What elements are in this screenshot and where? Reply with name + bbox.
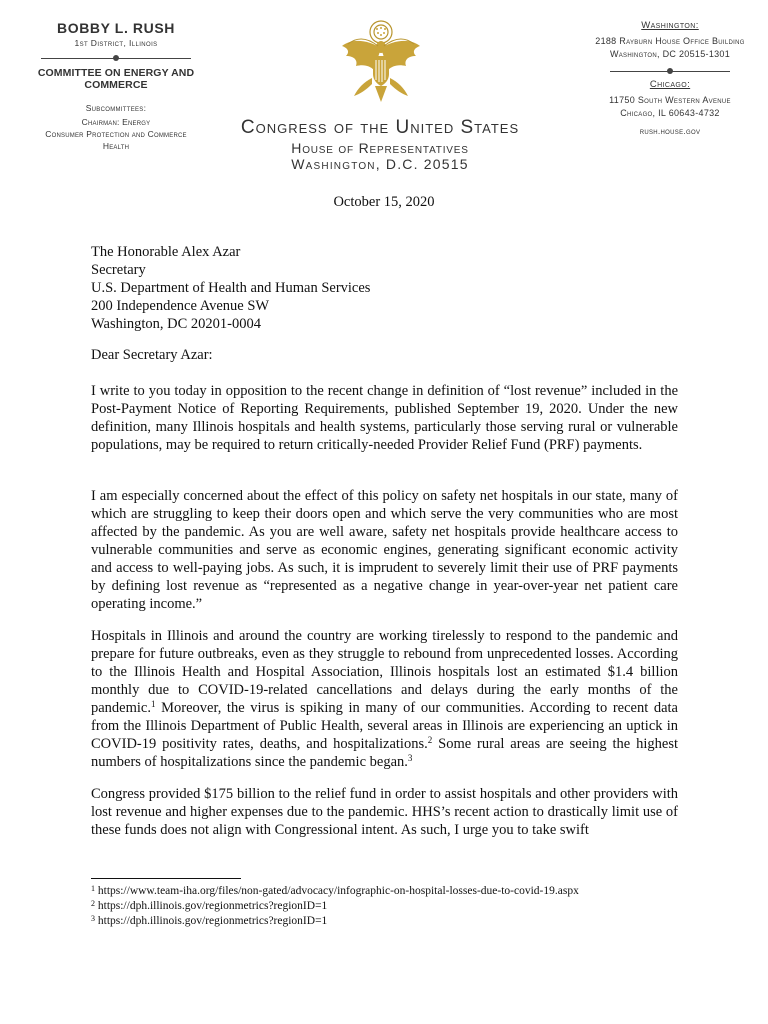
footnote-number: 1 bbox=[91, 884, 95, 893]
committee-name: COMMITTEE ON ENERGY AND COMMERCE bbox=[37, 67, 195, 91]
recipient-line: The Honorable Alex Azar bbox=[91, 244, 241, 260]
chicago-office-line: Chicago, IL 60643-4732 bbox=[620, 108, 720, 118]
website: rush.house.gov bbox=[639, 126, 701, 136]
office-addresses bbox=[572, 20, 768, 136]
salutation: Dear Secretary Azar: bbox=[91, 347, 213, 363]
body-paragraph bbox=[91, 627, 678, 771]
footnote-number: 3 bbox=[91, 914, 95, 923]
great-seal-eagle-icon bbox=[338, 18, 424, 110]
footnote-item[interactable] bbox=[91, 884, 579, 899]
rule-ornament-icon bbox=[41, 52, 191, 64]
member-district: 1st District, Illinois bbox=[74, 38, 158, 48]
subcommittee-item: Consumer Protection and Commerce bbox=[45, 129, 187, 139]
footnotes bbox=[91, 884, 579, 929]
chicago-office-line: 11750 South Western Avenue bbox=[609, 95, 731, 105]
recipient-line: 200 Independence Avenue SW bbox=[91, 298, 270, 314]
paragraph-text: Hospitals in Illinois and around the country are working tirelessly to respond to the pandemic and prepare for future outbreaks, even as they struggle to rebound from unprecedented losses. According to the Illinois Health and Hospital Association, Illinois hospitals lost an estimated $1.4 billion monthly due to COVID-19-related cancellations and delays during the early months of the pandemic. bbox=[91, 628, 678, 716]
footnote-mark[interactable]: 1 bbox=[151, 699, 156, 709]
congress-title-block bbox=[200, 117, 560, 172]
footnote-url[interactable]: https://dph.illinois.gov/regionmetrics?regionID=1 bbox=[95, 900, 328, 912]
recipient-line: Secretary bbox=[91, 262, 146, 278]
paragraph-text: Some rural areas are seeing the highest numbers of hospitalizations since the pandemic began. bbox=[91, 736, 678, 770]
rule-ornament-icon bbox=[610, 65, 730, 77]
subcommittee-item: Chairman: Energy bbox=[81, 117, 151, 127]
dc-office-title: Washington: bbox=[641, 20, 699, 31]
dc-office-line: Washington, DC 20515-1301 bbox=[609, 49, 731, 59]
footnote-url[interactable]: https://dph.illinois.gov/regionmetrics?regionID=1 bbox=[95, 915, 328, 927]
house-title: House of Representatives bbox=[291, 140, 469, 156]
subcommittees-title: Subcommittees: bbox=[85, 103, 147, 113]
body-paragraph: I am especially concerned about the effect of this policy on safety net hospitals in our state, many of which are struggling to keep their doors open and which serve the very communities who are most affected by the pandemic. As you are well aware, safety net hospitals provide healthcare access to vulnerable communities and serve as economic engines, generating significant economic activity and access to well-paying jobs. As such, it is imprudent to severely limit their use of PRF payments by defining lost revenue as “represented as a negative change in year-over-year net patient care operating income.” bbox=[91, 488, 678, 612]
footnote-mark[interactable]: 3 bbox=[407, 753, 413, 763]
footnote-number: 2 bbox=[91, 899, 95, 908]
recipient-line: U.S. Department of Health and Human Services bbox=[91, 280, 371, 296]
footnote-mark[interactable]: 2 bbox=[427, 735, 433, 745]
footnote-url[interactable]: https://www.team-iha.org/files/non-gated/advocacy/infographic-on-hospital-losses-due-to-covid-19.aspx bbox=[95, 885, 579, 897]
congress-title: Congress of the United States bbox=[240, 117, 520, 138]
recipient-address bbox=[91, 243, 370, 333]
recipient-line: Washington, DC 20201-0004 bbox=[91, 316, 262, 332]
paragraph-text: Moreover, the virus is spiking in many of our communities. According to recent data from the Illinois Department of Public Health, several areas in Illinois are experiencing an uptick in COVID-19 positivity rates, deaths, and hospitalizations. bbox=[91, 700, 678, 752]
dc-office-line: 2188 Rayburn House Office Building bbox=[595, 36, 745, 46]
footnote-divider bbox=[91, 878, 241, 879]
letter-date: October 15, 2020 bbox=[333, 194, 435, 210]
chicago-office-title: Chicago: bbox=[649, 79, 691, 90]
body-paragraph: Congress provided $175 billion to the relief fund in order to assist hospitals and other providers with lost revenue and higher expenses due to the pandemic. HHS’s recent action to drastically limit use of these funds does not align with Congressional intent. As such, I urge you to take swift bbox=[91, 786, 678, 838]
footnote-item[interactable] bbox=[91, 899, 579, 914]
member-name: BOBBY L. RUSH bbox=[57, 20, 175, 36]
member-info bbox=[8, 20, 224, 152]
body-paragraph: I write to you today in opposition to the recent change in definition of “lost revenue” included in the Post-Payment Notice of Reporting Requirements, published September 19, 2020. Under the new definition, many Illinois hospitals and health systems, particularly those serving rural or vulnerable populations, may be required to return critically-needed Provider Relief Fund (PRF) payments. bbox=[91, 383, 678, 453]
subcommittee-item: Health bbox=[102, 141, 130, 151]
footnote-item[interactable] bbox=[91, 914, 579, 929]
house-city: Washington, D.C. 20515 bbox=[291, 156, 469, 172]
